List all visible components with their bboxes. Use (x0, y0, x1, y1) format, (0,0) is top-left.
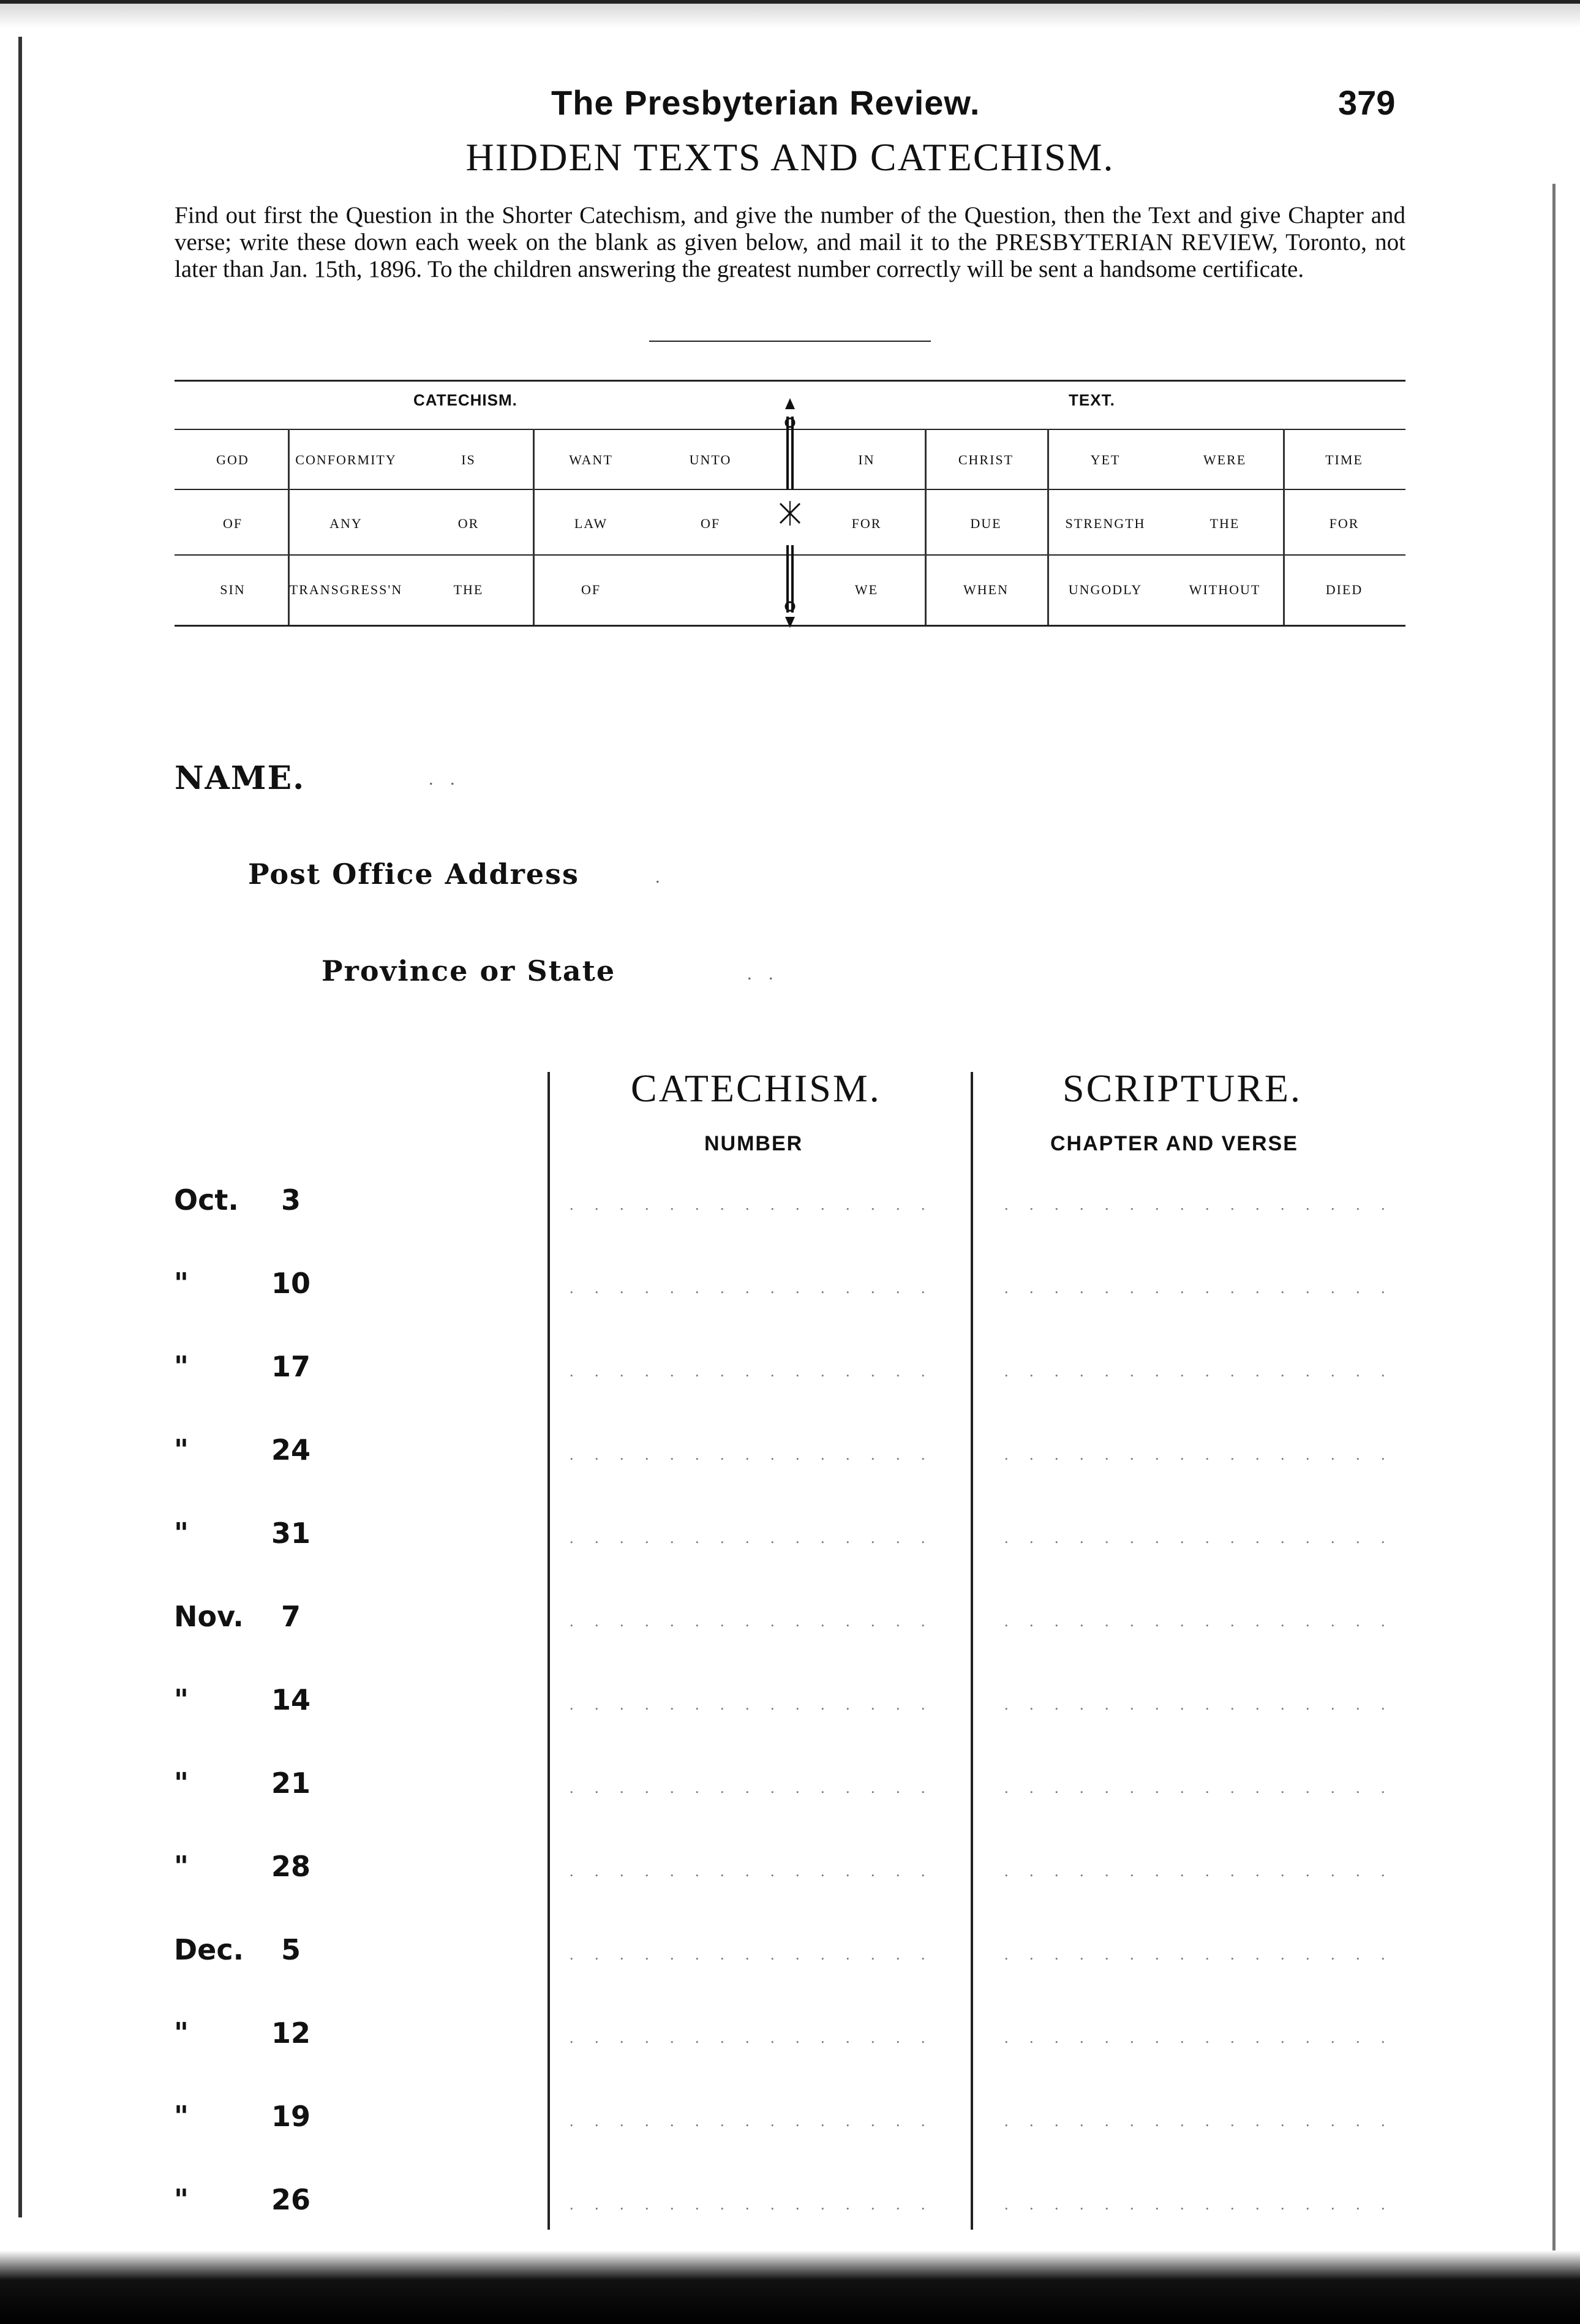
row-month: " (174, 1850, 189, 1883)
puzzle-col-rule (925, 429, 927, 625)
puzzle-col-rule (1283, 429, 1285, 625)
scripture-verse-field[interactable]: . . . . . . . . . . . . . . . . (1004, 1862, 1394, 1880)
answer-row (171, 1767, 1445, 1846)
scripture-verse-field[interactable]: . . . . . . . . . . . . . . . . (1004, 1196, 1394, 1213)
puzzle-word: OF (222, 516, 243, 531)
puzzle-word: GOD (216, 452, 249, 467)
catechism-number-field[interactable]: . . . . . . . . . . . . . . . (570, 1446, 934, 1463)
puzzle-word: YET (1090, 452, 1121, 467)
scripture-verse-field[interactable]: . . . . . . . . . . . . . . . . (1004, 2112, 1394, 2130)
puzzle-catechism-heading: CATECHISM. (413, 391, 517, 409)
answer-row (171, 1267, 1445, 1346)
row-day: 24 (271, 1433, 310, 1466)
puzzle-text-heading: TEXT. (1069, 391, 1115, 409)
puzzle-word: IN (858, 452, 875, 467)
catechism-number-field[interactable]: . . . . . . . . . . . . . . . (570, 1779, 934, 1797)
central-ornament (772, 398, 808, 628)
catechism-number-field[interactable]: . . . . . . . . . . . . . . . (570, 2112, 934, 2130)
row-month: Oct. (174, 1183, 239, 1217)
scan-edge-top (0, 0, 1580, 28)
scripture-column-heading: SCRIPTURE. (1063, 1066, 1302, 1110)
row-month: " (174, 2183, 189, 2216)
running-head: The Presbyterian Review. (551, 83, 980, 122)
scan-edge-right (1552, 184, 1556, 2266)
catechism-number-field[interactable]: . . . . . . . . . . . . . . . (570, 2195, 934, 2213)
row-day: 28 (271, 1850, 310, 1883)
row-day: 17 (271, 1350, 310, 1383)
page-number: 379 (1338, 83, 1396, 122)
row-month: " (174, 2100, 189, 2133)
answer-row (171, 1183, 1445, 1263)
scripture-verse-field[interactable]: . . . . . . . . . . . . . . . . (1004, 1529, 1394, 1547)
answer-row (171, 1683, 1445, 1763)
row-month: " (174, 1350, 189, 1383)
catechism-number-field[interactable]: . . . . . . . . . . . . . . . (570, 1279, 934, 1297)
puzzle-rule-top (175, 380, 1405, 382)
row-month: " (174, 1433, 189, 1466)
puzzle-word: TIME (1325, 452, 1363, 467)
name-field[interactable]: . . (429, 769, 461, 789)
answer-row (171, 1600, 1445, 1680)
scripture-verse-field[interactable]: . . . . . . . . . . . . . . . . (1004, 1279, 1394, 1297)
row-day: 7 (280, 1600, 301, 1633)
catechism-number-field[interactable]: . . . . . . . . . . . . . . . (570, 2029, 934, 2047)
puzzle-word: FOR (851, 516, 882, 531)
answer-row (171, 1350, 1445, 1430)
scripture-verse-field[interactable]: . . . . . . . . . . . . . . . . (1004, 1945, 1394, 1963)
catechism-number-field[interactable]: . . . . . . . . . . . . . . . (570, 1696, 934, 1713)
puzzle-word: THE (453, 582, 484, 597)
puzzle-word: FOR (1329, 516, 1360, 531)
name-label: NAME. (175, 760, 306, 797)
puzzle-word: THE (1209, 516, 1240, 531)
puzzle-word: TRANSGRESS'N (289, 582, 403, 597)
catechism-column-heading: CATECHISM. (631, 1066, 881, 1110)
answer-row (171, 1433, 1445, 1513)
scripture-verse-field[interactable]: . . . . . . . . . . . . . . . . (1004, 1362, 1394, 1380)
puzzle-word: UNTO (689, 452, 732, 467)
province-field[interactable]: . . (747, 964, 780, 984)
catechism-number-field[interactable]: . . . . . . . . . . . . . . . (570, 1945, 934, 1963)
row-day: 26 (271, 2183, 310, 2216)
puzzle-word: CHRIST (958, 452, 1014, 467)
puzzle-word: ANY (329, 516, 363, 531)
row-month: Dec. (174, 1933, 244, 1966)
puzzle-word: WITHOUT (1189, 582, 1261, 597)
answer-row (171, 1517, 1445, 1596)
puzzle-word: WERE (1203, 452, 1247, 467)
scripture-verse-field[interactable]: . . . . . . . . . . . . . . . . (1004, 1446, 1394, 1463)
row-day: 19 (271, 2100, 310, 2133)
page-title: HIDDEN TEXTS AND CATECHISM. (465, 135, 1115, 179)
catechism-number-field[interactable]: . . . . . . . . . . . . . . . (570, 1612, 934, 1630)
row-month: Nov. (174, 1600, 244, 1633)
row-day: 21 (271, 1767, 310, 1800)
puzzle-word: WHEN (963, 582, 1009, 597)
scripture-verse-field[interactable]: . . . . . . . . . . . . . . . . (1004, 1612, 1394, 1630)
puzzle-word: DUE (970, 516, 1002, 531)
row-day: 5 (280, 1933, 301, 1966)
puzzle-word: OF (581, 582, 601, 597)
puzzle-word: OR (457, 516, 480, 531)
scripture-column-subheading: CHAPTER AND VERSE (1050, 1132, 1298, 1155)
scan-edge-left (18, 37, 22, 2217)
catechism-column-subheading: NUMBER (704, 1132, 803, 1155)
province-label: Province or State (322, 954, 616, 987)
row-day: 31 (271, 1517, 310, 1550)
answer-row (171, 2183, 1445, 2263)
catechism-number-field[interactable]: . . . . . . . . . . . . . . . (570, 1362, 934, 1380)
puzzle-word: LAW (574, 516, 608, 531)
address-field[interactable]: . (655, 867, 666, 887)
answer-row (171, 2100, 1445, 2179)
catechism-number-field[interactable]: . . . . . . . . . . . . . . . (570, 1529, 934, 1547)
puzzle-word: SIN (220, 582, 246, 597)
puzzle-word: IS (461, 452, 476, 467)
row-day: 3 (280, 1183, 301, 1217)
puzzle-word: STRENGTH (1065, 516, 1146, 531)
answer-row (171, 2017, 1445, 2096)
answer-row (171, 1933, 1445, 2013)
row-day: 10 (271, 1267, 310, 1300)
row-day: 14 (271, 1683, 310, 1716)
puzzle-word: DIED (1325, 582, 1363, 597)
scripture-verse-field[interactable]: . . . . . . . . . . . . . . . . (1004, 1779, 1394, 1797)
puzzle-word: CONFORMITY (295, 452, 397, 467)
catechism-number-field[interactable]: . . . . . . . . . . . . . . . (570, 1196, 934, 1213)
row-day: 12 (271, 2017, 310, 2050)
address-label: Post Office Address (248, 858, 579, 891)
row-month: " (174, 2017, 189, 2050)
catechism-number-field[interactable]: . . . . . . . . . . . . . . . (570, 1862, 934, 1880)
scripture-verse-field[interactable]: . . . . . . . . . . . . . . . . (1004, 1696, 1394, 1713)
row-month: " (174, 1517, 189, 1550)
puzzle-word: WANT (569, 452, 613, 467)
decorative-rule (649, 341, 931, 342)
puzzle-word: UNGODLY (1068, 582, 1143, 597)
scripture-verse-field[interactable]: . . . . . . . . . . . . . . . . (1004, 2195, 1394, 2213)
row-month: " (174, 1767, 189, 1800)
answer-row (171, 1850, 1445, 1930)
scripture-verse-field[interactable]: . . . . . . . . . . . . . . . . (1004, 2029, 1394, 2047)
row-month: " (174, 1683, 189, 1716)
puzzle-word: OF (700, 516, 721, 531)
hidden-text-puzzle (175, 380, 1405, 631)
instructions-paragraph: Find out first the Question in the Shorter Catechism, and give the number of the Question, then the Text and give Chapter and verse; write these down each week on the blank as given below, and mail it to the PRESBYTERIAN REVIEW, Toronto, not later than Jan. 15th, 1896. To the children answering the greatest number correctly will be sent a handsome certificate. (175, 202, 1405, 282)
puzzle-word: WE (854, 582, 879, 597)
row-month: " (174, 1267, 189, 1300)
